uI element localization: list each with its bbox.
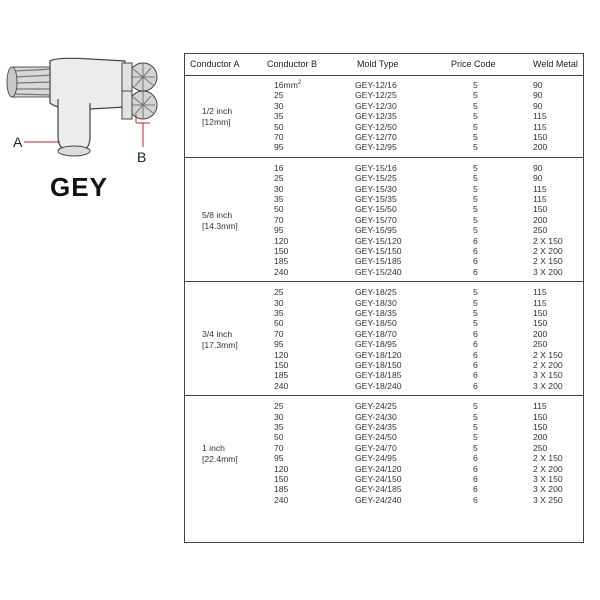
conductor-b-cell: 30 [274,100,284,111]
conductor-b-cell: 30 [274,411,284,422]
product-title: GEY [50,172,108,202]
conductor-b-cell: 240 [274,494,289,505]
price-code-cell: 5 [473,100,478,111]
weld-metal-cell: 2 X 200 [533,359,563,370]
price-code-cell: 5 [473,318,478,329]
price-code-cell: 5 [473,411,478,422]
price-code-cell: 5 [473,142,478,153]
table-row [185,318,583,328]
unit-superscript: 2 [297,80,302,87]
conductor-b-cell: 50 [274,318,284,329]
conductor-a-size: 1/2 inch [202,106,233,117]
conductor-b-cell: 35 [274,111,284,122]
table-row [185,90,583,100]
weld-metal-cell: 200 [533,214,548,225]
conductor-b-cell: 70 [274,442,284,453]
mold-body [50,58,125,156]
mold-type-cell: GEY-18/150 [355,359,402,370]
table-row [185,256,583,266]
weld-metal-cell: 200 [533,328,548,339]
weld-metal-cell: 200 [533,432,548,443]
weld-metal-cell: 2 X 150 [533,453,563,464]
price-code-cell: 5 [473,193,478,204]
price-code-cell: 5 [473,90,478,101]
mold-type-cell: GEY-24/120 [355,463,402,474]
weld-metal-cell: 2 X 150 [533,349,563,360]
weld-metal-cell: 250 [533,442,548,453]
mold-type-cell: GEY-18/240 [355,380,402,391]
conductor-b-cell: 30 [274,183,284,194]
header-mold-type: Mold Type [357,59,399,69]
weld-metal-cell: 115 [533,121,547,132]
weld-metal-cell: 115 [533,183,547,194]
table-row [185,443,583,453]
conductor-b-cell: 185 [274,484,289,495]
conductor-b-cell: 25 [274,173,284,184]
mold-type-cell: GEY-15/95 [355,225,397,236]
conductor-b-cell: 120 [274,349,289,360]
table-row [185,495,583,505]
price-code-cell: 5 [473,183,478,194]
table-row [185,484,583,494]
table-row [185,287,583,297]
cable-a-strands [7,67,56,97]
price-code-cell: 5 [473,80,478,90]
mold-type-cell: GEY-18/30 [355,297,397,308]
price-code-cell: 6 [473,349,478,360]
mold-type-cell: GEY-24/150 [355,473,402,484]
conductor-b-cell: 70 [274,131,284,142]
price-code-cell: 6 [473,235,478,246]
weld-metal-cell: 115 [533,401,547,412]
conductor-b-cell: 150 [274,245,289,256]
header-weld-metal: Weld Metal [533,59,578,69]
conductor-b-cell: 120 [274,235,289,246]
weld-metal-cell: 150 [533,318,548,329]
table-row [185,360,583,370]
mold-type-cell: GEY-12/70 [355,131,397,142]
table-row [185,194,583,204]
mold-type-cell: GEY-24/185 [355,484,402,495]
table-row [185,215,583,225]
weld-metal-cell: 115 [533,193,547,204]
table-row [185,142,583,152]
conductor-b-cell: 150 [274,473,289,484]
table-row [185,184,583,194]
table-row [185,111,583,121]
price-code-cell: 6 [473,463,478,474]
conductor-b-cell: 150 [274,359,289,370]
price-code-cell: 5 [473,421,478,432]
conductor-b-cell: 240 [274,380,289,391]
header-conductor-b: Conductor B [267,59,318,69]
price-code-cell: 5 [473,287,478,298]
conductor-b-cell: 35 [274,307,284,318]
conductor-a-size: 1 inch [202,443,225,454]
conductor-b-cell: 185 [274,370,289,381]
weld-metal-cell: 3 X 200 [533,380,563,391]
weld-metal-cell: 3 X 250 [533,494,563,505]
mold-type-cell: GEY-24/30 [355,411,397,422]
mold-type-cell: GEY-24/240 [355,494,402,505]
price-code-cell: 5 [473,173,478,184]
table-row [185,267,583,277]
header-price-code: Price Code [451,59,496,69]
mold-type-cell: GEY-15/150 [355,245,402,256]
table-row [185,401,583,411]
table-row [185,329,583,339]
mold-type-cell: GEY-15/240 [355,266,402,277]
mold-type-cell: GEY-24/35 [355,421,397,432]
mold-type-cell: GEY-15/16 [355,162,397,173]
weld-metal-cell: 90 [533,100,543,111]
spec-table [184,53,584,543]
mold-type-cell: GEY-18/35 [355,307,397,318]
table-row [185,122,583,132]
mold-type-cell: GEY-12/35 [355,111,397,122]
weld-metal-cell: 2 X 200 [533,463,563,474]
weld-metal-cell: 115 [533,287,547,298]
mold-type-cell: GEY-24/50 [355,432,397,443]
price-code-cell: 6 [473,328,478,339]
weld-metal-cell: 150 [533,411,548,422]
weld-metal-cell: 90 [533,162,543,173]
price-code-cell: 6 [473,494,478,505]
table-header [185,54,583,76]
table-row [185,225,583,235]
conductor-a-metric: [22.4mm] [202,454,238,465]
conductor-b-cell: 240 [274,266,289,277]
weld-metal-cell: 150 [533,204,548,215]
conductor-b-cell: 25 [274,401,284,412]
cable-b-ends [122,63,157,119]
conductor-b-cell: 120 [274,463,289,474]
mold-type-cell: GEY-18/25 [355,287,397,298]
mold-type-cell: GEY-12/95 [355,142,397,153]
table-row [185,132,583,142]
price-code-cell: 5 [473,432,478,443]
weld-metal-cell: 3 X 150 [533,473,563,484]
conductor-b-cell: 95 [274,142,284,153]
conductor-b-value: 16mm [274,80,298,90]
mold-type-cell: GEY-15/70 [355,214,397,225]
conductor-b-cell: 50 [274,121,284,132]
conductor-group [185,75,583,158]
price-code-cell: 5 [473,131,478,142]
price-code-cell: 6 [473,370,478,381]
table-row [185,464,583,474]
price-code-cell: 6 [473,453,478,464]
conductor-b-cell: 30 [274,297,284,308]
table-row [185,370,583,380]
mold-type-cell: GEY-12/30 [355,100,397,111]
price-code-cell: 5 [473,162,478,173]
price-code-cell: 6 [473,256,478,267]
weld-metal-cell: 2 X 150 [533,235,563,246]
mold-type-cell: GEY-18/185 [355,370,402,381]
table-row [185,432,583,442]
weld-metal-cell: 90 [533,90,543,101]
table-row [185,101,583,111]
table-row [185,80,583,90]
price-code-cell: 5 [473,401,478,412]
price-code-cell: 6 [473,473,478,484]
table-row [185,381,583,391]
mold-type-cell: GEY-18/120 [355,349,402,360]
weld-metal-cell: 90 [533,80,543,90]
conductor-group [185,396,583,510]
conductor-b-cell [274,80,301,90]
weld-metal-cell: 115 [533,297,547,308]
header-conductor-a: Conductor A [190,59,240,69]
conductor-b-cell: 50 [274,432,284,443]
weld-metal-cell: 3 X 200 [533,266,563,277]
mold-type-cell: GEY-18/95 [355,339,397,350]
mold-type-cell: GEY-18/50 [355,318,397,329]
price-code-cell: 6 [473,339,478,350]
weld-metal-cell: 150 [533,421,548,432]
conductor-b-cell: 70 [274,214,284,225]
conductor-a-metric: [14.3mm] [202,220,238,231]
weld-metal-cell: 2 X 150 [533,256,563,267]
conductor-b-cell: 70 [274,328,284,339]
mold-type-cell: GEY-24/95 [355,453,397,464]
price-code-cell: 5 [473,442,478,453]
weld-metal-cell: 3 X 150 [533,370,563,381]
price-code-cell: 6 [473,266,478,277]
price-code-cell: 5 [473,204,478,215]
mold-type-cell: GEY-15/35 [355,193,397,204]
table-row [185,173,583,183]
weld-metal-cell: 3 X 200 [533,484,563,495]
mold-type-cell: GEY-24/25 [355,401,397,412]
label-a: A [13,134,23,150]
price-code-cell: 6 [473,380,478,391]
conductor-b-cell: 35 [274,193,284,204]
price-code-cell: 5 [473,121,478,132]
price-code-cell: 6 [473,245,478,256]
table-row [185,204,583,214]
price-code-cell: 6 [473,484,478,495]
conductor-b-cell: 50 [274,204,284,215]
table-row [185,412,583,422]
weld-metal-cell: 150 [533,131,548,142]
weld-metal-cell: 150 [533,307,548,318]
conductor-b-cell: 25 [274,287,284,298]
mold-type-cell: GEY-12/50 [355,121,397,132]
mold-type-cell: GEY-15/185 [355,256,402,267]
conductor-b-cell: 25 [274,90,284,101]
label-b: B [137,149,147,165]
mold-type-cell: GEY-15/120 [355,235,402,246]
weld-metal-cell: 115 [533,111,547,122]
mold-type-cell: GEY-15/30 [355,183,397,194]
price-code-cell: 5 [473,111,478,122]
price-code-cell: 5 [473,307,478,318]
conductor-b-cell: 35 [274,421,284,432]
table-row [185,298,583,308]
mold-type-cell: GEY-15/50 [355,204,397,215]
price-code-cell: 6 [473,359,478,370]
price-code-cell: 5 [473,225,478,236]
weld-metal-cell: 250 [533,225,548,236]
table-row [185,236,583,246]
conductor-group [185,158,583,282]
table-row [185,474,583,484]
conductor-b-cell: 16 [274,162,284,173]
mold-type-cell: GEY-18/70 [355,328,397,339]
mold-type-cell: GEY-12/16 [355,80,397,90]
table-row [185,246,583,256]
conductor-b-cell: 95 [274,339,284,350]
weld-metal-cell: 90 [533,173,543,184]
conductor-b-cell: 95 [274,225,284,236]
conductor-b-cell: 185 [274,256,289,267]
mold-type-cell: GEY-15/25 [355,173,397,184]
mold-type-cell: GEY-12/25 [355,90,397,101]
conductor-a-size: 5/8 inch [202,209,233,220]
conductor-a-metric: [17.3mm] [202,340,238,351]
conductor-group [185,282,583,396]
weld-metal-cell: 2 X 200 [533,245,563,256]
price-code-cell: 5 [473,297,478,308]
conductor-b-cell: 95 [274,453,284,464]
price-code-cell: 5 [473,214,478,225]
table-row [185,350,583,360]
conductor-a-metric: [12mm] [202,117,231,128]
weld-metal-cell: 250 [533,339,548,350]
conductor-a-size: 3/4 inch [202,329,233,340]
weld-metal-cell: 200 [533,142,548,153]
table-row [185,163,583,173]
mold-type-cell: GEY-24/70 [355,442,397,453]
table-row [185,339,583,349]
table-row [185,308,583,318]
table-row [185,453,583,463]
table-row [185,422,583,432]
